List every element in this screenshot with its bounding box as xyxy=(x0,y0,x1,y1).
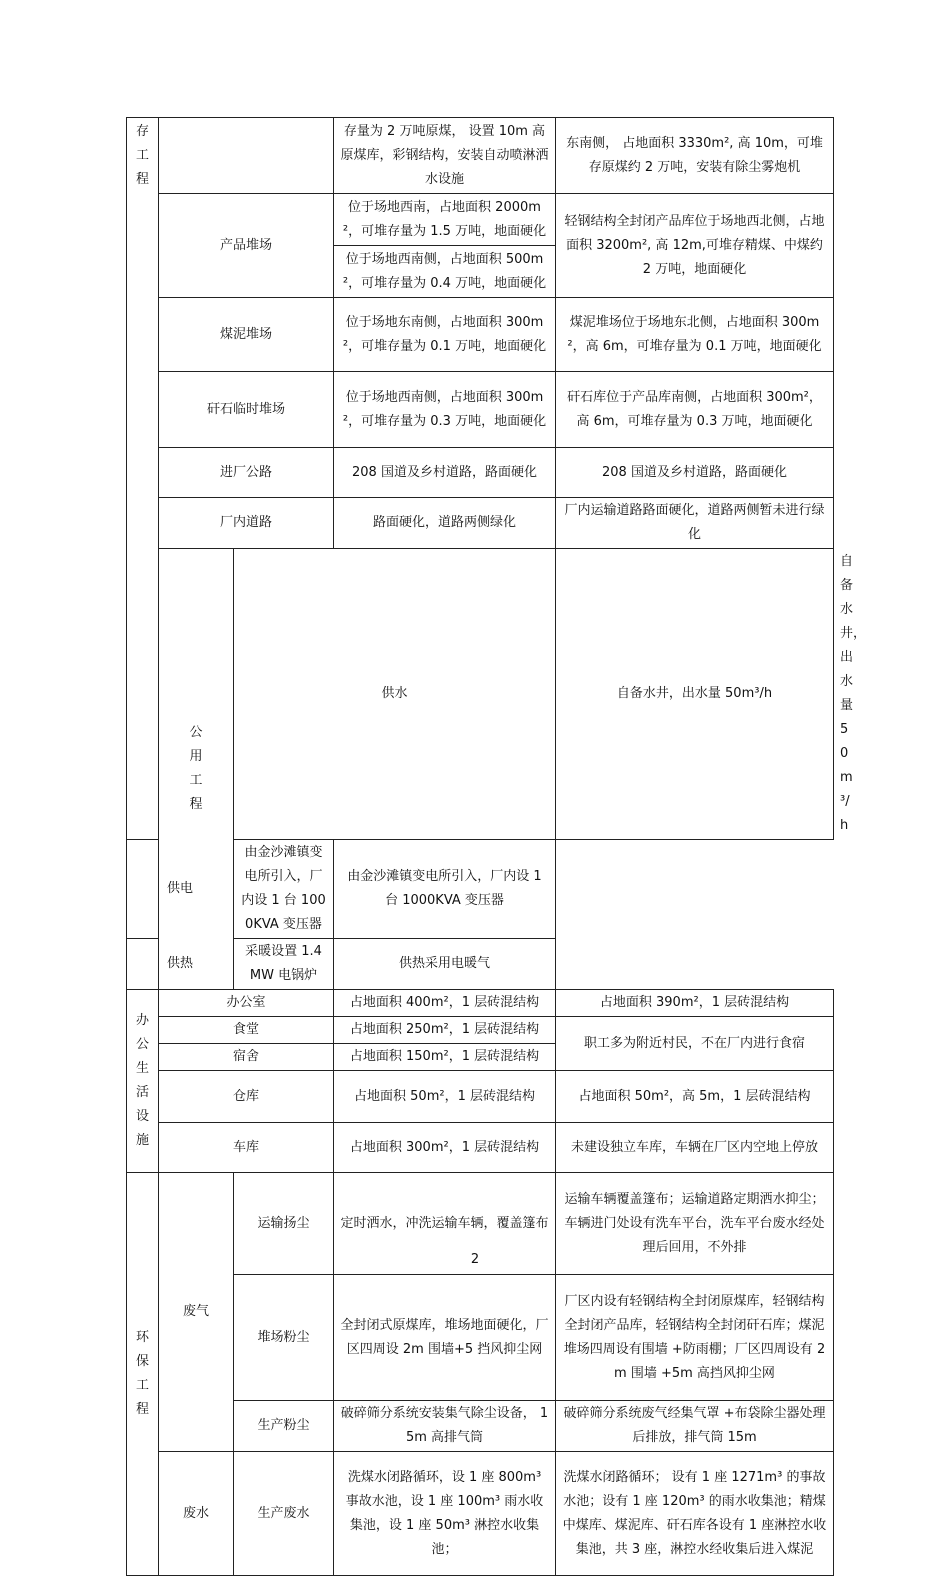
heat-plan: 采暖设置 1.4MW 电锅炉 xyxy=(234,939,334,990)
heat-name: 供热 xyxy=(127,939,234,990)
garage-plan: 占地面积 300m²，1 层砖混结构 xyxy=(334,1123,556,1173)
project-comparison-table: 存工程 存量为 2 万吨原煤， 设置 10m 高原煤库，彩钢结构，安装自动喷淋洒水设施 东南侧， 占地面积 3330m², 高 10m，可堆存原煤约 2 万吨，安装有除尘雾炮机 产品堆场 位于场地西南，占地面积 2000m²，可堆存量为 1.5 万吨，地面硬化 轻钢结构全封闭产品库位于场地西北侧，占地面积 3200m², 高 12m,可堆存精煤、中煤约 2 万吨，地面硬化 位于场地西南侧，占地面积 500m²，可堆存量为 0.4 万吨，地面硬化 煤泥堆场 位于场地东南侧，占地面积 300m²，可堆存量为 0.1 万吨，地面硬化 煤泥堆场位于场地东北侧，占地面积 300m²，高 6m，可堆存量为 0.1 万吨，地面硬化 矸石临时堆场 位于场地西南侧，占地面积 300m²，可堆存量为 0.3 万吨，地面硬化 矸石库位于产品库南侧，占地面积 300m²，高 6m，可堆存量为 0.3 万吨，地面硬化 进厂公路 208 国道及乡村道路，路面硬化 208 国道及乡村道路，路面硬化 厂内道路 路面硬化，道路两侧绿化 厂内运输道路路面硬化，道路两侧暂未进行绿化 公用工程 供水 自备水井，出水量 50m³/h 自备水井，出水量 50m³/h 供电 由金沙滩镇变电所引入，厂内设 1 台 1000KVA 变压器 由金沙滩镇变电所引入，厂内设 1 台 1000KVA 变压器 供热 采暖设置 1.4MW 电锅炉 供热采用电暖气 办公生活设施 办公室 占地面积 400m²，1 层砖混结构 占地面积 390m²，1 层砖混结构 食堂 占地面积 250m²，1 层砖混结构 职工多为附近村民，不在厂内进行食宿 宿舍 占地面积 150m²，1 层砖混结构 仓库 占地面积 50m²，1 层砖混结构 占地面积 50m²，高 5m，1 层砖混结构 车库 占地面积 300m²，1 层砖混结构 未建设独立车库，车辆在厂区内空地上停放 环保工程 废气 运输扬尘 定时洒水，冲洗运输车辆，覆盖篷布 运输车辆覆盖篷布；运输道路定期洒水抑尘；车辆进门处设有洗车平台，洗车平台废水经处理后回用，不外排 堆场粉尘 全封闭式原煤库，堆场地面硬化，厂区四周设 2m 围墙+5 挡风抑尘网 厂区内设有轻钢结构全封闭原煤库，轻钢结构全封闭产品库，轻钢结构全封闭矸石库；煤泥堆场四周设有围墙 +防雨棚；厂区四周设有 2m 围墙 +5m 高挡风抑尘网 生产粉尘 破碎筛分系统安装集气除尘设备， 15m 高排气筒 破碎筛分系统废气经集气罩 +布袋除尘器处理后排放，排气筒 15m 废水 生产废水 洗煤水闭路循环，设 1 座 800m³ 事故水池，设 1 座 100m³ 雨水收集池，设 1 座 50m³ 淋控水收集池； 洗煤水闭路循环； 设有 1 座 1271m³ 的事故水池；设有 1 座 120m³ 的雨水收集池；精煤中煤库、煤泥库、矸石库各设有 1 座淋控水收集池，共 3 座，淋控水经收集后进入煤泥 xyxy=(126,117,834,1576)
prod-dust-plan: 破碎筛分系统安装集气除尘设备， 15m 高排气筒 xyxy=(334,1401,556,1452)
heat-actual: 供热采用电暖气 xyxy=(334,939,556,990)
garage-name: 车库 xyxy=(159,1123,334,1173)
prod-dust-actual: 破碎筛分系统废气经集气罩 +布袋除尘器处理后排放，排气筒 15m xyxy=(556,1401,834,1452)
yard-dust-actual: 厂区内设有轻钢结构全封闭原煤库，轻钢结构全封闭产品库，轻钢结构全封闭矸石库；煤泥堆场四周设有围墙 +防雨棚；厂区四周设有 2m 围墙 +5m 高挡风抑尘网 xyxy=(556,1275,834,1401)
category-office: 办公生活设施 xyxy=(127,990,159,1173)
warehouse-plan: 占地面积 50m²，1 层砖混结构 xyxy=(334,1071,556,1123)
entry-road-name: 进厂公路 xyxy=(159,448,334,498)
transport-dust-name: 运输扬尘 xyxy=(234,1173,334,1275)
canteen-dorm-actual: 职工多为附近村民，不在厂内进行食宿 xyxy=(556,1017,834,1071)
category-storage: 存工程 xyxy=(127,118,159,840)
slime-yard-plan: 位于场地东南侧，占地面积 300m²，可堆存量为 0.1 万吨，地面硬化 xyxy=(334,298,556,372)
canteen-name: 食堂 xyxy=(159,1017,334,1044)
yard-dust-plan: 全封闭式原煤库，堆场地面硬化，厂区四周设 2m 围墙+5 挡风抑尘网 xyxy=(334,1275,556,1401)
water-plan: 自备水井，出水量 50m³/h xyxy=(556,549,834,840)
office-actual: 占地面积 390m²，1 层砖混结构 xyxy=(556,990,834,1017)
office-plan: 占地面积 400m²，1 层砖混结构 xyxy=(334,990,556,1017)
category-env: 环保工程 xyxy=(127,1173,159,1576)
water-waste-name: 废水 xyxy=(159,1452,234,1576)
canteen-plan: 占地面积 250m²，1 层砖混结构 xyxy=(334,1017,556,1044)
page-number: 2 xyxy=(470,1252,480,1267)
garage-actual: 未建设独立车库，车辆在厂区内空地上停放 xyxy=(556,1123,834,1173)
power-actual: 由金沙滩镇变电所引入，厂内设 1 台 1000KVA 变压器 xyxy=(334,840,556,939)
prod-water-actual: 洗煤水闭路循环； 设有 1 座 1271m³ 的事故水池；设有 1 座 120m³ 的雨水收集池；精煤中煤库、煤泥库、矸石库各设有 1 座淋控水收集池，共 3 座，淋控水经收集后进入煤泥 xyxy=(556,1452,834,1576)
product-yard-name: 产品堆场 xyxy=(159,194,334,298)
transport-dust-actual: 运输车辆覆盖篷布；运输道路定期洒水抑尘；车辆进门处设有洗车平台，洗车平台废水经处理后回用，不外排 xyxy=(556,1173,834,1275)
gangue-yard-actual: 矸石库位于产品库南侧，占地面积 300m²，高 6m，可堆存量为 0.3 万吨，地面硬化 xyxy=(556,372,834,448)
category-public: 公用工程 xyxy=(159,549,234,990)
product-yard-plan-2: 位于场地西南侧，占地面积 500m²，可堆存量为 0.4 万吨，地面硬化 xyxy=(334,246,556,298)
dorm-plan: 占地面积 150m²，1 层砖混结构 xyxy=(334,1044,556,1071)
inner-road-name: 厂内道路 xyxy=(159,498,334,549)
gangue-yard-plan: 位于场地西南侧，占地面积 300m²，可堆存量为 0.3 万吨，地面硬化 xyxy=(334,372,556,448)
yard-dust-name: 堆场粉尘 xyxy=(234,1275,334,1401)
water-name: 供水 xyxy=(234,549,556,840)
prod-dust-name: 生产粉尘 xyxy=(234,1401,334,1452)
power-plan: 由金沙滩镇变电所引入，厂内设 1 台 1000KVA 变压器 xyxy=(234,840,334,939)
transport-dust-plan: 定时洒水，冲洗运输车辆，覆盖篷布 xyxy=(334,1173,556,1275)
dorm-name: 宿舍 xyxy=(159,1044,334,1071)
gas-name: 废气 xyxy=(159,1173,234,1452)
office-name: 办公室 xyxy=(159,990,334,1017)
storage-actual: 东南侧， 占地面积 3330m², 高 10m，可堆存原煤约 2 万吨，安装有除尘雾炮机 xyxy=(556,118,834,194)
storage-plan: 存量为 2 万吨原煤， 设置 10m 高原煤库，彩钢结构，安装自动喷淋洒水设施 xyxy=(334,118,556,194)
inner-road-actual: 厂内运输道路路面硬化，道路两侧暂未进行绿化 xyxy=(556,498,834,549)
warehouse-name: 仓库 xyxy=(159,1071,334,1123)
entry-road-plan: 208 国道及乡村道路，路面硬化 xyxy=(334,448,556,498)
prod-water-name: 生产废水 xyxy=(234,1452,334,1576)
slime-yard-name: 煤泥堆场 xyxy=(159,298,334,372)
product-yard-actual: 轻钢结构全封闭产品库位于场地西北侧，占地面积 3200m², 高 12m,可堆存精煤、中煤约 2 万吨，地面硬化 xyxy=(556,194,834,298)
product-yard-plan-1: 位于场地西南，占地面积 2000m²，可堆存量为 1.5 万吨，地面硬化 xyxy=(334,194,556,246)
gangue-yard-name: 矸石临时堆场 xyxy=(159,372,334,448)
prod-water-plan: 洗煤水闭路循环，设 1 座 800m³ 事故水池，设 1 座 100m³ 雨水收集池，设 1 座 50m³ 淋控水收集池； xyxy=(334,1452,556,1576)
inner-road-plan: 路面硬化，道路两侧绿化 xyxy=(334,498,556,549)
warehouse-actual: 占地面积 50m²，高 5m，1 层砖混结构 xyxy=(556,1071,834,1123)
entry-road-actual: 208 国道及乡村道路，路面硬化 xyxy=(556,448,834,498)
slime-yard-actual: 煤泥堆场位于场地东北侧，占地面积 300m²，高 6m，可堆存量为 0.1 万吨，地面硬化 xyxy=(556,298,834,372)
power-name: 供电 xyxy=(127,840,234,939)
